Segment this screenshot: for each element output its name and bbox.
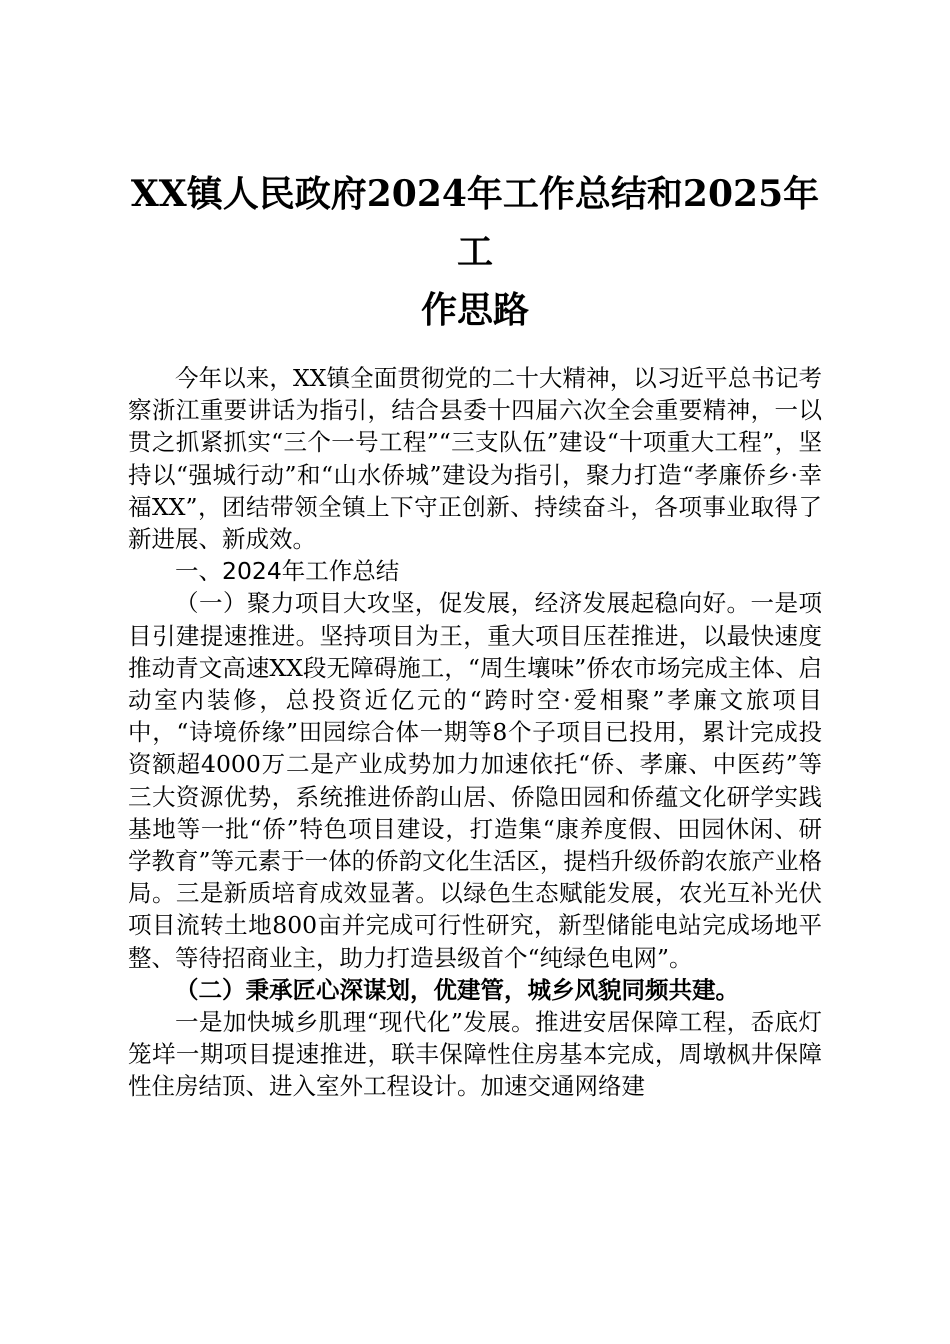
section-heading-2024-summary: 一、2024年工作总结	[175, 557, 400, 586]
document-title	[120, 165, 830, 339]
title-line-1: XX镇人民政府2024年工作总结和2025年工	[130, 173, 820, 273]
subsection-1-paragraph: （一）聚力项目大攻坚，促发展，经济发展起稳向好。一是项目引建提速推进。坚持项目为王，重大项目压茬推进，以最快速度推动青文高速XX段无障碍施工，“周生壤味”侨农市场完成主体、启动室内装修，总投资近亿元的“跨时空·爱相聚”孝廉文旅项目中，“诗境侨缘”田园综合体一期等8个子项目已投用，累计完成投资额超4000万二是产业成势加力加速依托“侨、孝廉、中医药”等三大资源优势，系统推进侨韵山居、侨隐田园和侨蕴文化研学实践基地等一批“侨”特色项目建设，打造集“康养度假、田园休闲、研学教育”等元素于一体的侨韵文化生活区，提档升级侨韵农旅产业格局。三是新质培育成效显著。以绿色生态赋能发展，农光互补光伏项目流转土地800亩并完成可行性研究，新型储能电站完成场地平整、等待招商业主，助力打造县级首个“纯绿色电网”。	[128, 589, 822, 972]
intro-paragraph: 今年以来，XX镇全面贯彻党的二十大精神，以习近平总书记考察浙江重要讲话为指引，结合县委十四届六次全会重要精神，一以贯之抓紧抓实“三个一号工程”“三支队伍”建设“十项重大工程”，坚持以“强城行动”和“山水侨城”建设为指引，聚力打造“孝廉侨乡·幸福XX”，团结带领全镇上下守正创新、持续奋斗，各项事业取得了新进展、新成效。	[128, 364, 822, 554]
title-line-2: 作思路	[420, 289, 529, 331]
subsection-2-paragraph: 一是加快城乡肌理“现代化”发展。推进安居保障工程，岙底灯笼垟一期项目提速推进，联丰保障性住房基本完成，周墩枫井保障性住房结顶、进入室外工程设计。加速交通网络建	[128, 1008, 822, 1101]
document-body	[128, 362, 822, 1103]
subsection-2-heading: （二）秉承匠心深谋划，优建管，城乡风貌同频共建。	[175, 975, 739, 1004]
